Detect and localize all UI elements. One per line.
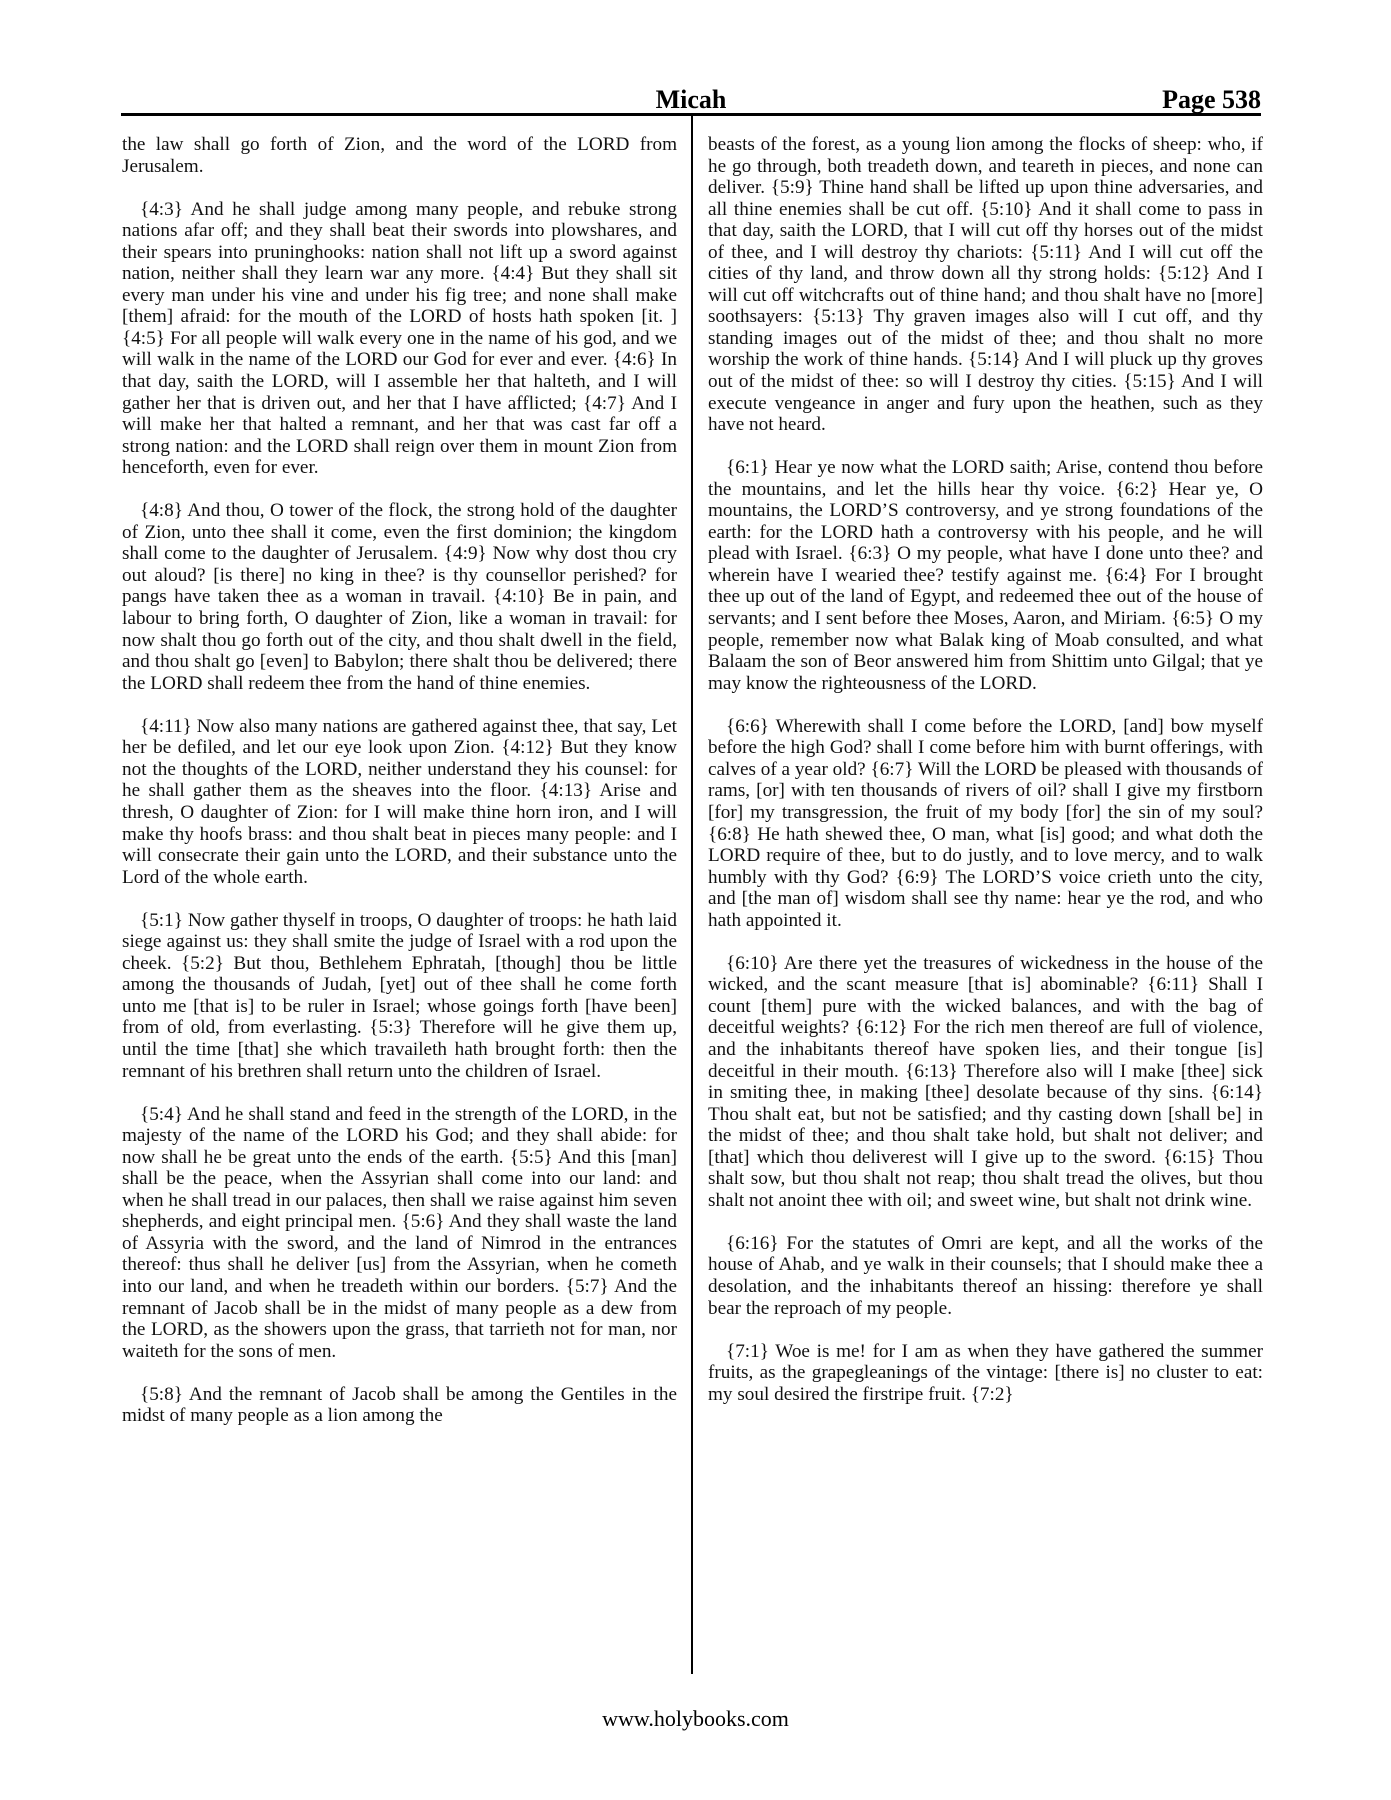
paragraph: {5:4} And he shall stand and feed in the strength of the LORD, in the majesty of the name of the LORD his God; and they shall abide: for now shall he be great unto the ends of the earth. {5:5} And this [man] shall be the peace, when the Assyrian shall come into our land: and when he shall tread in our palaces, then shall we raise against him seven shepherds, and eight principal men. {5:6} And they shall waste the land of Assyria with the sword, and the land of Nimrod in the entrances thereof: thus shall he deliver [us] from the Assyrian, when he cometh into our land, and when he treadeth within our borders. {5:7} And the remnant of Jacob shall be in the midst of many people as a dew from the LORD, as the showers upon the grass, that tarrieth not for man, nor waiteth for the sons of men. [122,1103,677,1362]
book-title: Micah [655,85,727,114]
paragraph: {7:1} Woe is me! for I am as when they have gathered the summer fruits, as the grapegleanings of the vintage: [there is] no cluster to eat: my soul desired the firstripe fruit. {7:2} [708,1340,1263,1405]
footer-website: www.holybooks.com [602,1706,789,1731]
paragraph: {5:1} Now gather thyself in troops, O daughter of troops: he hath laid siege against us: they shall smite the judge of Israel with a rod upon the cheek. {5:2} But thou, Bethlehem Ephratah, [though] thou be little among the thousands of Judah, [yet] out of thee shall he come forth unto me [that is] to be ruler in Israel; whose goings forth [have been] from of old, from everlasting. {5:3} Therefore will he give them up, until the time [that] she which travaileth hath brought forth: then the remnant of his brethren shall return unto the children of Israel. [122,909,677,1082]
page-header [121,85,1261,115]
paragraph: {4:8} And thou, O tower of the flock, the strong hold of the daughter of Zion, unto thee shall it come, even the first dominion; the kingdom shall come to the daughter of Jerusalem. {4:9} Now why dost thou cry out aloud? [is there] no king in thee? is thy counsellor perished? for pangs have taken thee as a woman in travail. {4:10} Be in pain, and labour to bring forth, O daughter of Zion, like a woman in travail: for now shalt thou go forth out of the city, and thou shalt dwell in the field, and thou shalt go [even] to Babylon; there shalt thou be delivered; there the LORD shall redeem thee from the hand of thine enemies. [122,500,677,694]
paragraph: {5:8} And the remnant of Jacob shall be among the Gentiles in the midst of many people as a lion among the [122,1383,677,1427]
paragraph: {4:3} And he shall judge among many people, and rebuke strong nations afar off; and they shall beat their swords into plowshares, and their spears into pruninghooks: nation shall not lift up a sword against nation, neither shall they learn war any more. {4:4} But they shall sit every man under his vine and under his fig tree; and none shall make [them] afraid: for the mouth of the LORD of hosts hath spoken [it. ]{4:5} For all people will walk every one in the name of his god, and we will walk in the name of the LORD our God for ever and ever. {4:6} In that day, saith the LORD, will I assemble her that halteth, and I will gather her that is driven out, and her that I have afflicted; {4:7} And I will make her that halted a remnant, and her that was cast far off a strong nation: and the LORD shall reign over them in mount Zion from henceforth, even for ever. [122,198,677,479]
right-column [708,134,1263,1684]
page-number: Page 538 [1162,85,1261,114]
paragraph: beasts of the forest, as a young lion among the flocks of sheep: who, if he go through, both treadeth down, and teareth in pieces, and none can deliver. {5:9} Thine hand shall be lifted up upon thine adversaries, and all thine enemies shall be cut off. {5:10} And it shall come to pass in that day, saith the LORD, that I will cut off thy horses out of the midst of thee, and I will destroy thy chariots: {5:11} And I will cut off the cities of thy land, and throw down all thy strong holds: {5:12} And I will cut off witchcrafts out of thine hand; and thou shalt have no [more] soothsayers: {5:13} Thy graven images also will I cut off, and thy standing images out of the midst of thee; and thou shalt no more worship the work of thine hands. {5:14} And I will pluck up thy groves out of the midst of thee: so will I destroy thy cities. {5:15} And I will execute vengeance in anger and fury upon the heathen, such as they have not heard. [708,134,1263,436]
paragraph: the law shall go forth of Zion, and the word of the LORD from Jerusalem. [122,134,677,177]
paragraph: {6:10} Are there yet the treasures of wickedness in the house of the wicked, and the scant measure [that is] abominable? {6:11} Shall I count [them] pure with the wicked balances, and with the bag of deceitful weights? {6:12} For the rich men thereof are full of violence, and the inhabitants thereof have spoken lies, and their tongue [is] deceitful in their mouth. {6:13} Therefore also will I make [thee] sick in smiting thee, in making [thee] desolate because of thy sins. {6:14} Thou shalt eat, but not be satisfied; and thy casting down [shall be] in the midst of thee; and thou shalt take hold, but shalt not deliver; and [that] which thou deliverest will I give up to the sword. {6:15} Thou shalt sow, but thou shalt not reap; thou shalt tread the olives, but thou shalt not anoint thee with oil; and sweet wine, but shalt not drink wine. [708,952,1263,1211]
left-column [122,134,677,1684]
paragraph: {6:16} For the statutes of Omri are kept, and all the works of the house of Ahab, and ye walk in their counsels; that I should make thee a desolation, and the inhabitants thereof an hissing: therefore ye shall bear the reproach of my people. [708,1232,1263,1319]
column-divider [691,114,693,1674]
paragraph: {6:1} Hear ye now what the LORD saith; Arise, contend thou before the mountains, and let the hills hear thy voice. {6:2} Hear ye, O mountains, the LORD’S controversy, and ye strong foundations of the earth: for the LORD hath a controversy with his people, and he will plead with Israel. {6:3} O my people, what have I done unto thee? and wherein have I wearied thee? testify against me. {6:4} For I brought thee up out of the land of Egypt, and redeemed thee out of the house of servants; and I sent before thee Moses, Aaron, and Miriam. {6:5} O my people, remember now what Balak king of Moab consulted, and what Balaam the son of Beor answered him from Shittim unto Gilgal; that ye may know the righteousness of the LORD. [708,457,1263,694]
paragraph: {6:6} Wherewith shall I come before the LORD, [and] bow myself before the high God? shall I come before him with burnt offerings, with calves of a year old? {6:7} Will the LORD be pleased with thousands of rams, [or] with ten thousands of rivers of oil? shall I give my firstborn [for] my transgression, the fruit of my body [for] the sin of my soul? {6:8} He hath shewed thee, O man, what [is] good; and what doth the LORD require of thee, but to do justly, and to love mercy, and to walk humbly with thy God? {6:9} The LORD’S voice crieth unto the city, and [the man of] wisdom shall see thy name: hear ye the rod, and who hath appointed it. [708,715,1263,931]
paragraph: {4:11} Now also many nations are gathered against thee, that say, Let her be defiled, and let our eye look upon Zion. {4:12} But they know not the thoughts of the LORD, neither understand they his counsel: for he shall gather them as the sheaves into the floor. {4:13} Arise and thresh, O daughter of Zion: for I will make thine horn iron, and I will make thy hoofs brass: and thou shalt beat in pieces many people: and I will consecrate their gain unto the LORD, and their substance unto the Lord of the whole earth. [122,715,677,888]
